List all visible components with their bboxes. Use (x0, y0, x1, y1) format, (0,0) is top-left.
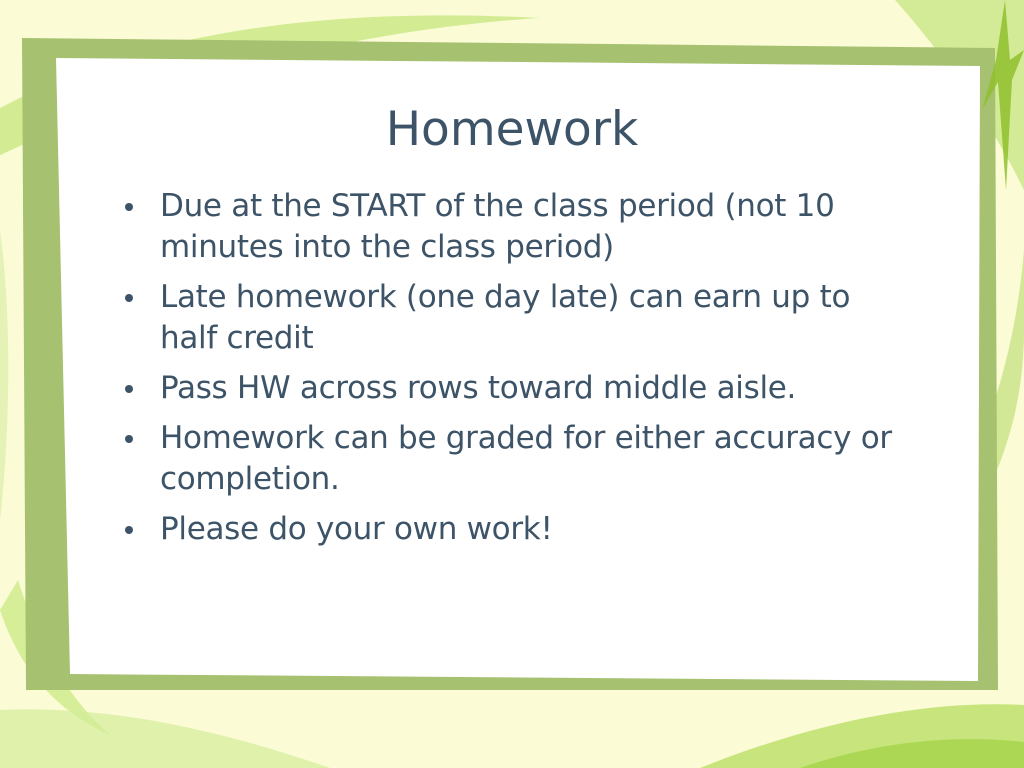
bullet-item (118, 418, 908, 500)
bullet-text: Late homework (one day late) can earn up to half credit (160, 279, 851, 356)
bullet-text: Due at the START of the class period (not 10 minutes into the class period) (160, 188, 835, 265)
bullet-text: Homework can be graded for either accuracy or completion. (160, 420, 892, 497)
bullet-list (118, 186, 908, 559)
bullet-text: Pass HW across rows toward middle aisle. (160, 370, 797, 406)
bullet-text: Please do your own work! (160, 511, 553, 547)
bullet-dot-icon (125, 435, 133, 443)
bullet-dot-icon (125, 294, 133, 302)
bullet-dot-icon (125, 203, 133, 211)
slide-title: Homework (385, 102, 639, 157)
bullet-item (118, 186, 908, 268)
bullet-item (118, 509, 908, 550)
bullet-item (118, 277, 908, 359)
bullet-item (118, 368, 908, 409)
bullet-dot-icon (125, 385, 133, 393)
bullet-dot-icon (125, 526, 133, 534)
slide-content (70, 88, 970, 668)
